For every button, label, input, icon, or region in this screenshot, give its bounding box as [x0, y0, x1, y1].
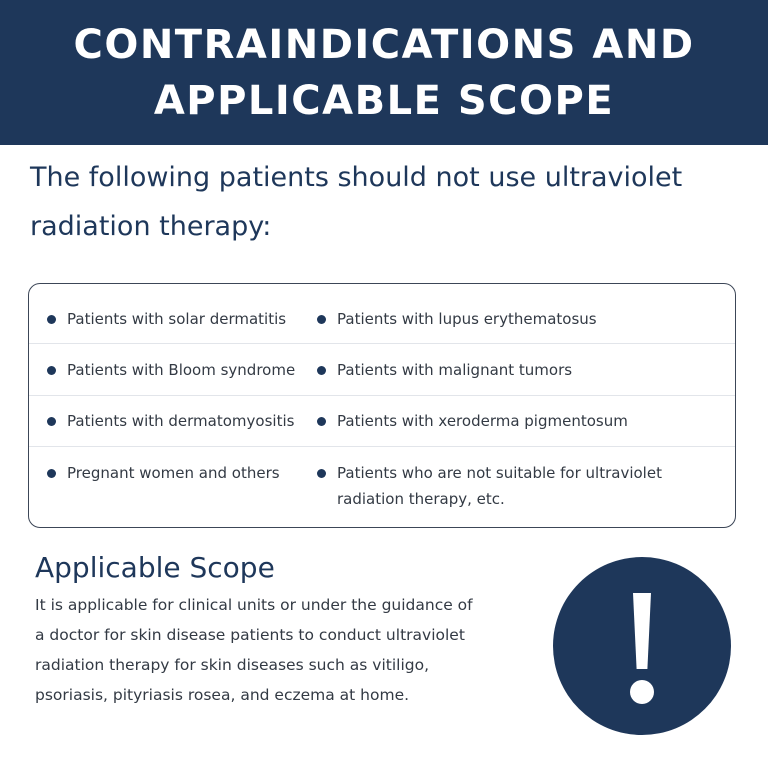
list-item [47, 357, 317, 383]
bullet-icon [317, 366, 326, 375]
list-item [47, 306, 317, 332]
contraindications-card [28, 283, 736, 528]
bullet-icon [47, 315, 56, 324]
bullet-icon [47, 469, 56, 478]
banner-title-line-2: APPLICABLE SCOPE [153, 77, 615, 124]
intro-heading: The following patients should not use ultraviolet radiation therapy: [30, 162, 683, 242]
list-item [47, 460, 317, 486]
list-item-text: Patients with lupus erythematosus [337, 310, 597, 328]
exclamation-dot [630, 680, 654, 704]
bullet-icon [317, 315, 326, 324]
scope-description: It is applicable for clinical units or under the guidance of a doctor for skin disease patients to conduct ultraviolet radiation therapy for skin diseases such as vitiligo, psoriasis, pityriasis rosea, and eczema at home. [35, 596, 473, 704]
list-item [317, 460, 727, 512]
bullet-icon [47, 366, 56, 375]
list-item [317, 306, 727, 332]
exclamation-bar [633, 593, 651, 669]
scope-title: Applicable Scope [35, 551, 275, 584]
bullet-icon [317, 417, 326, 426]
exclamation-circle-icon [553, 557, 731, 735]
row-divider [29, 395, 735, 396]
list-item-text: Patients with Bloom syndrome [67, 361, 296, 379]
list-item-text: Pregnant women and others [67, 464, 280, 482]
list-item-text: Patients with xeroderma pigmentosum [337, 412, 628, 430]
list-item-text: Patients with malignant tumors [337, 361, 573, 379]
title-banner [0, 0, 768, 145]
bullet-icon [317, 469, 326, 478]
row-divider [29, 343, 735, 344]
list-item-text: Patients with solar dermatitis [67, 310, 287, 328]
bullet-icon [47, 417, 56, 426]
list-item [317, 357, 727, 383]
row-divider [29, 446, 735, 447]
banner-title-line-1: CONTRAINDICATIONS AND [73, 21, 695, 68]
list-item [47, 408, 317, 434]
list-item-text: Patients with dermatomyositis [67, 412, 295, 430]
list-item-text: Patients who are not suitable for ultraviolet radiation therapy, etc. [337, 464, 662, 508]
list-item [317, 408, 727, 434]
